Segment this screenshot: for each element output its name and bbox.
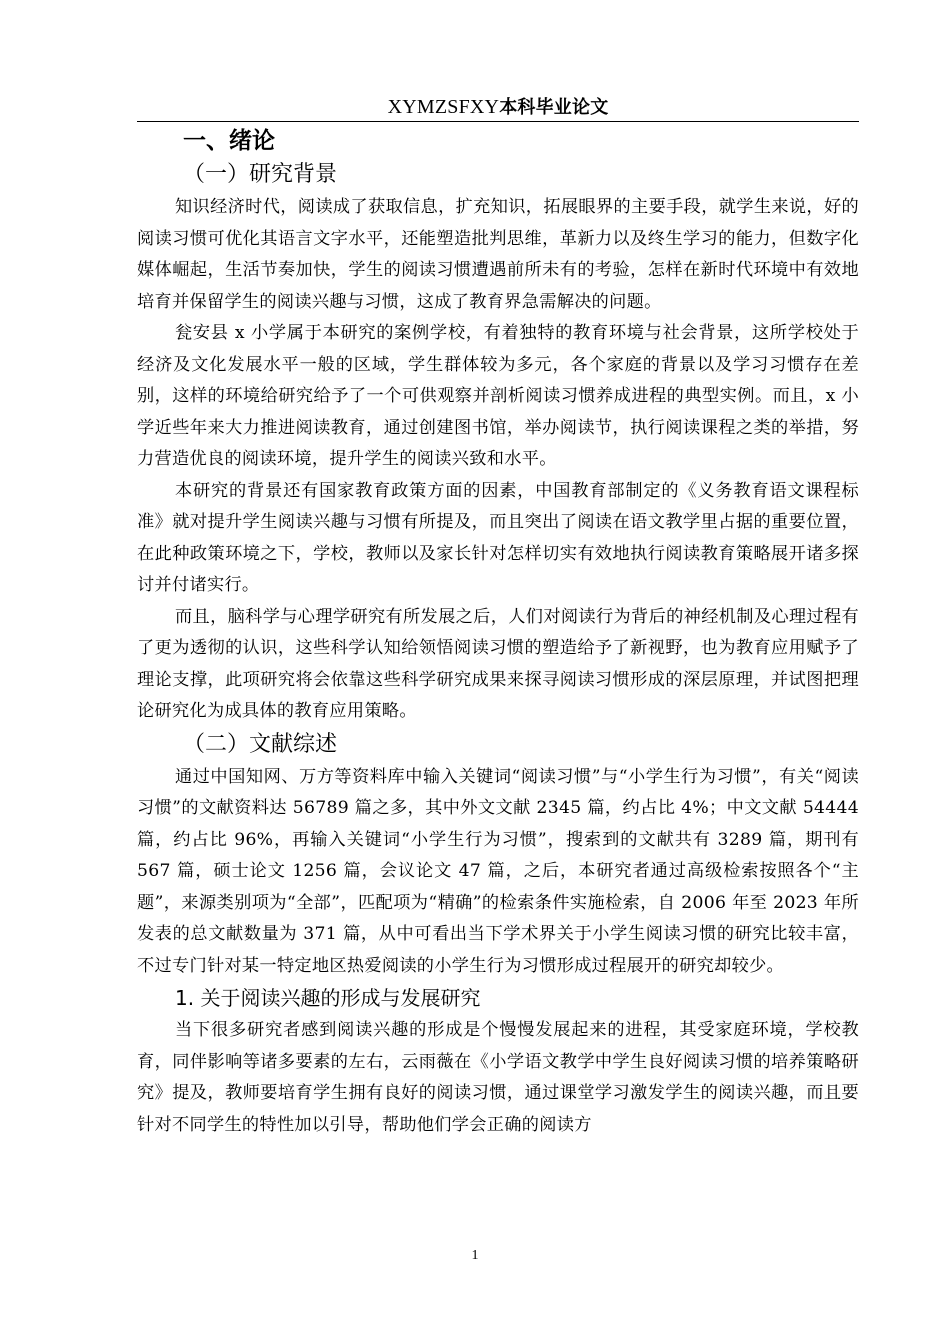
page-header <box>137 94 859 121</box>
paragraph-2: 瓮安县 x 小学属于本研究的案例学校，有着独特的教育环境与社会背景，这所学校处于经济及文化发展水平一般的区域，学生群体较为多元，各个家庭的背景以及学习习惯存在差别，这样的环境给研究给予了一个可供观察并剖析阅读习惯养成进程的典型实例。而且，x 小学近些年来大力推进阅读教育，通过创建图书馆，举办阅读节，执行阅读课程之类的举措，努力营造优良的阅读环境，提升学生的阅读兴致和水平。 <box>137 323 859 469</box>
subsection-heading-interest: 1. 关于阅读兴趣的形成与发展研究 <box>175 986 481 1010</box>
page-body <box>137 124 859 1141</box>
paragraph-5: 通过中国知网、万方等资料库中输入关键词“阅读习惯”与“小学生行为习惯”，有关“阅读习惯”的文献资料达 56789 篇之多，其中外文文献 2345 篇，约占比 4%；中文文献 54444 篇，约占比 96%，再输入关键词“小学生行为习惯”，搜索到的文献共有 3289 篇，期刊有 567 篇，硕士论文 1256 篇，会议论文 47 篇，之后，本研究者通过高级检索按照各个“主题”，来源类别项为“全部”，匹配项为“精确”的检索条件实施检索，自 2006 年至 2023 年所发表的总文献数量为 371 篇，从中可看出当下学术界关于小学生阅读习惯的研究比较丰富，不过专门针对某一特定地区热爱阅读的小学生行为习惯形成过程展开的研究却较少。 <box>137 766 859 976</box>
header-code: XYMZSFXY <box>387 96 500 118</box>
paragraph-4: 而且，脑科学与心理学研究有所发展之后，人们对阅读行为背后的神经机制及心理过程有了更为透彻的认识，这些科学认知给领悟阅读习惯的塑造给予了新视野，也为教育应用赋予了理论支撑，此项研究将会依靠这些科学研究成果来探寻阅读习惯形成的深层原理，并试图把理论研究化为成具体的教育应用策略。 <box>137 606 859 721</box>
paragraph-6: 当下很多研究者感到阅读兴趣的形成是个慢慢发展起来的进程，其受家庭环境，学校教育，同伴影响等诸多要素的左右，云雨薇在《小学语文教学中学生良好阅读习惯的培养策略研究》提及，教师要培育学生拥有良好的阅读习惯，通过课堂学习激发学生的阅读兴趣，而且要针对不同学生的特性加以引导，帮助他们学会正确的阅读方 <box>137 1020 859 1135</box>
page-number: 1 <box>471 1248 479 1263</box>
paragraph-1: 知识经济时代，阅读成了获取信息，扩充知识，拓展眼界的主要手段，就学生来说，好的阅读习惯可优化其语言文字水平，还能塑造批判思维，革新力以及终生学习的能力，但数字化媒体崛起，生活节奏加快，学生的阅读习惯遭遇前所未有的考验，怎样在新时代环境中有效地培育并保留学生的阅读兴趣与习惯，这成了教育界急需解决的问题。 <box>137 197 859 312</box>
paragraph-3: 本研究的背景还有国家教育政策方面的因素，中国教育部制定的《义务教育语文课程标准》就对提升学生阅读兴趣与习惯有所提及，而且突出了阅读在语文教学里占据的重要位置，在此种政策环境之下，学校，教师以及家长针对怎样切实有效地执行阅读教育策略展开诸多探讨并付诸实行。 <box>137 480 859 595</box>
section-heading-literature: （二）文献综述 <box>183 731 338 757</box>
header-rule <box>137 121 859 122</box>
chapter-heading: 一、绪论 <box>183 128 275 154</box>
header-title: 本科毕业论文 <box>499 97 609 118</box>
section-heading-background: （一）研究背景 <box>183 162 338 187</box>
